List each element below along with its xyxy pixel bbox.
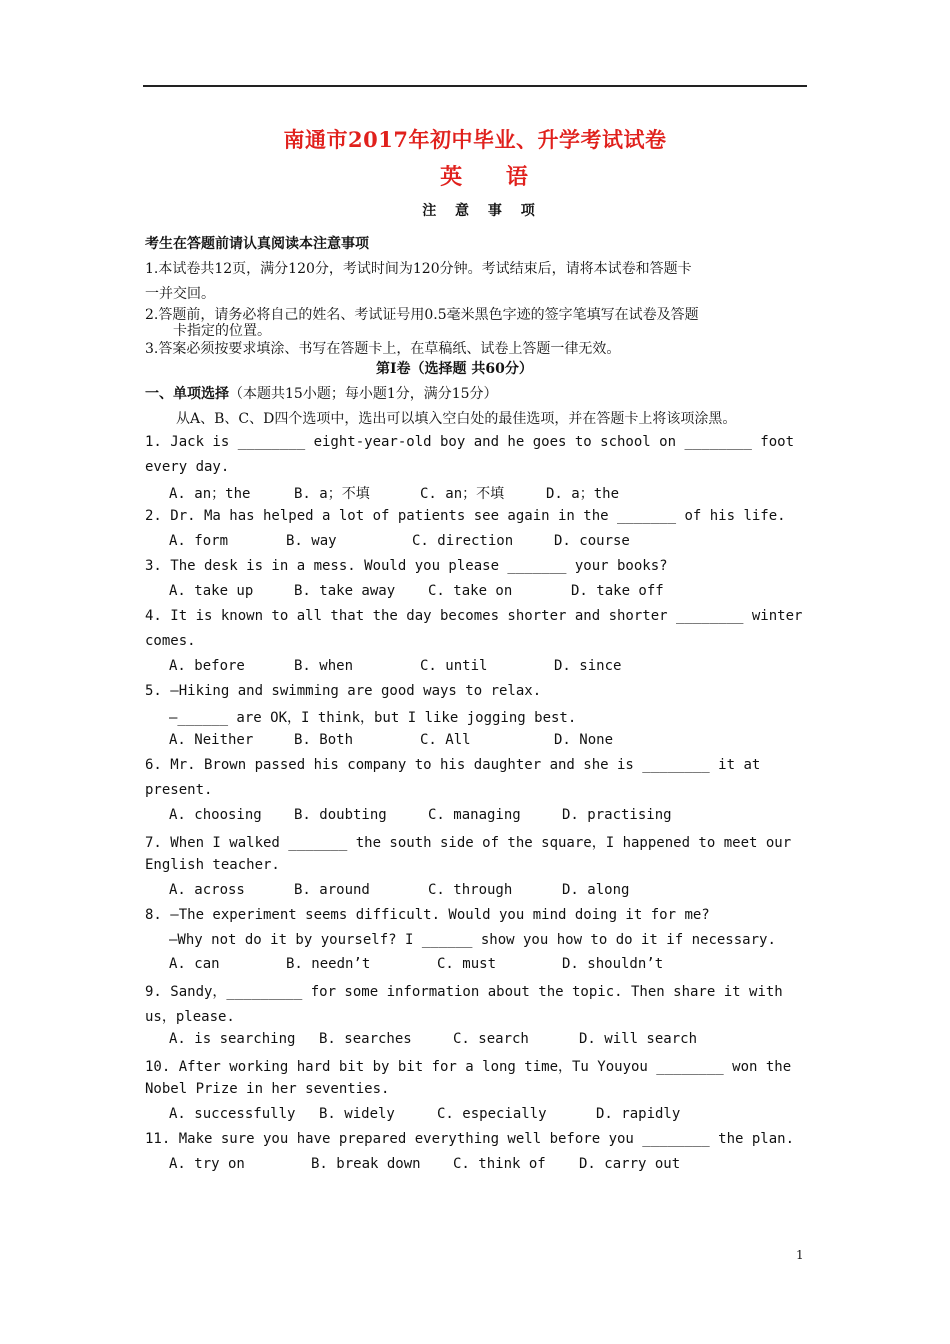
note-2-line-1: 2.答题前，请务必将自己的姓名、考试证号用0.5毫米黑色字迹的签字笔填写在试卷及答题 xyxy=(145,307,699,323)
question-5-cont: —______ are OK，I think，but I like jogging best. xyxy=(169,710,577,726)
q1-option-d: D. a；the xyxy=(546,486,620,502)
part-1-heading: 第Ⅰ卷（选择题 共60分） xyxy=(376,361,533,377)
notes-heading: 注 意 事 项 xyxy=(422,203,542,219)
note-1-line-1: 1.本试卷共12页，满分120分，考试时间为120分钟。考试结束后，请将本试卷和答题卡 xyxy=(145,261,692,277)
q3-option-d: D. take off xyxy=(571,583,664,599)
q4-option-d: D. since xyxy=(554,658,622,674)
question-5: 5. —Hiking and swimming are good ways to relax. xyxy=(145,683,542,699)
q7-option-a: A. across xyxy=(169,882,245,898)
note-3: 3.答案必须按要求填涂、书写在答题卡上，在草稿纸、试卷上答题一律无效。 xyxy=(145,341,621,357)
section-title: 一、单项选择 xyxy=(145,386,229,402)
question-7-cont: English teacher. xyxy=(145,857,280,873)
q2-option-c: C. direction xyxy=(412,533,514,549)
q10-option-c: C. especially xyxy=(437,1106,547,1122)
question-10-cont: Nobel Prize in her seventies. xyxy=(145,1081,390,1097)
q10-option-d: D. rapidly xyxy=(596,1106,681,1122)
q6-option-d: D. practising xyxy=(562,807,672,823)
q1-option-c: C. an；不填 xyxy=(420,486,505,502)
question-4-cont: comes. xyxy=(145,633,196,649)
q3-option-a: A. take up xyxy=(169,583,254,599)
q2-option-d: D. course xyxy=(554,533,630,549)
subject-title: 英 语 xyxy=(440,164,546,190)
q4-option-c: C. until xyxy=(420,658,488,674)
q1-option-b: B. a；不填 xyxy=(294,486,370,502)
question-7: 7. When I walked _______ the south side of the square，I happened to meet our xyxy=(145,835,792,851)
question-3: 3. The desk is in a mess. Would you please _______ your books? xyxy=(145,558,668,574)
q6-option-a: A. choosing xyxy=(169,807,262,823)
q11-option-c: C. think of xyxy=(453,1156,546,1172)
exam-title: 南通市2017年初中毕业、升学考试试卷 xyxy=(283,127,667,152)
q3-option-c: C. take on xyxy=(428,583,513,599)
q2-option-b: B. way xyxy=(286,533,337,549)
q4-option-a: A. before xyxy=(169,658,245,674)
q10-option-a: A. successfully xyxy=(169,1106,296,1122)
q9-option-c: C. search xyxy=(453,1031,529,1047)
q4-option-b: B. when xyxy=(294,658,354,674)
question-1: 1. Jack is ________ eight-year-old boy and he goes to school on ________ foot xyxy=(145,434,795,450)
note-2-line-2: 卡指定的位置。 xyxy=(173,323,271,339)
question-10: 10. After working hard bit by bit for a long time，Tu Youyou ________ won the xyxy=(145,1059,792,1075)
question-6-cont: present. xyxy=(145,782,213,798)
q7-option-b: B. around xyxy=(294,882,370,898)
question-9-cont: us，please. xyxy=(145,1009,235,1025)
q3-option-b: B. take away xyxy=(294,583,396,599)
q9-option-b: B. searches xyxy=(319,1031,412,1047)
q1-option-a: A. an；the xyxy=(169,486,251,502)
q10-option-b: B. widely xyxy=(319,1106,395,1122)
question-6: 6. Mr. Brown passed his company to his daughter and she is ________ it at xyxy=(145,757,761,773)
q8-option-d: D. shouldn’t xyxy=(562,956,664,972)
q11-option-a: A. try on xyxy=(169,1156,245,1172)
q6-option-c: C. managing xyxy=(428,807,521,823)
q11-option-d: D. carry out xyxy=(579,1156,681,1172)
section-instruction: 从A、B、C、D四个选项中，选出可以填入空白处的最佳选项，并在答题卡上将该项涂黑。 xyxy=(176,411,737,427)
question-8: 8. —The experiment seems difficult. Would you mind doing it for me? xyxy=(145,907,710,923)
q5-option-b: B. Both xyxy=(294,732,354,748)
section-note: （本题共15小题；每小题1分，满分15分） xyxy=(229,386,498,402)
question-1-cont: every day. xyxy=(145,459,230,475)
top-rule xyxy=(143,85,807,87)
q6-option-b: B. doubting xyxy=(294,807,387,823)
q9-option-a: A. is searching xyxy=(169,1031,296,1047)
q7-option-c: C. through xyxy=(428,882,513,898)
question-9: 9. Sandy，_________ for some information about the topic. Then share it with xyxy=(145,984,783,1000)
q8-option-b: B. needn’t xyxy=(286,956,371,972)
q5-option-d: D. None xyxy=(554,732,614,748)
question-8-cont: —Why not do it by yourself? I ______ show you how to do it if necessary. xyxy=(169,932,776,948)
question-4: 4. It is known to all that the day becomes shorter and shorter ________ winter xyxy=(145,608,803,624)
note-1-line-2: 一并交回。 xyxy=(145,286,215,302)
question-2: 2. Dr. Ma has helped a lot of patients see again in the _______ of his life. xyxy=(145,508,786,524)
question-11: 11. Make sure you have prepared everything well before you ________ the plan. xyxy=(145,1131,795,1147)
q2-option-a: A. form xyxy=(169,533,229,549)
q5-option-c: C. All xyxy=(420,732,471,748)
q11-option-b: B. break down xyxy=(311,1156,421,1172)
q8-option-c: C. must xyxy=(437,956,497,972)
notes-lead: 考生在答题前请认真阅读本注意事项 xyxy=(145,236,369,252)
section-1-header xyxy=(145,383,498,403)
q9-option-d: D. will search xyxy=(579,1031,698,1047)
page-number: 1 xyxy=(796,1248,804,1262)
q8-option-a: A. can xyxy=(169,956,220,972)
q5-option-a: A. Neither xyxy=(169,732,254,748)
q7-option-d: D. along xyxy=(562,882,630,898)
